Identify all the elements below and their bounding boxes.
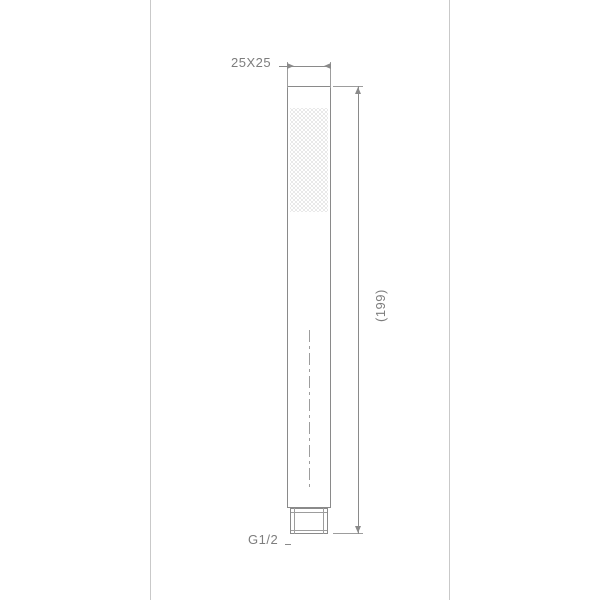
length-dimension-line bbox=[358, 86, 359, 534]
thread-detail-line bbox=[291, 530, 327, 531]
sheet-border-right bbox=[449, 0, 450, 600]
thread-inner-edge bbox=[323, 508, 324, 534]
thread-inner-edge bbox=[294, 508, 295, 534]
length-arrow-top bbox=[355, 87, 361, 94]
length-arrow-bottom bbox=[355, 526, 361, 533]
thread-detail-line bbox=[291, 512, 327, 513]
spray-face-perforations bbox=[290, 108, 328, 212]
width-leader-line bbox=[279, 66, 289, 67]
sheet-border-left bbox=[150, 0, 151, 600]
width-arrow-right bbox=[324, 63, 331, 69]
thread-leader-line bbox=[285, 544, 291, 545]
center-line bbox=[309, 330, 310, 490]
length-dimension-label: (199) bbox=[373, 289, 388, 322]
thread-dimension-label: G1/2 bbox=[248, 532, 279, 547]
width-dimension-label: 25X25 bbox=[231, 55, 272, 70]
